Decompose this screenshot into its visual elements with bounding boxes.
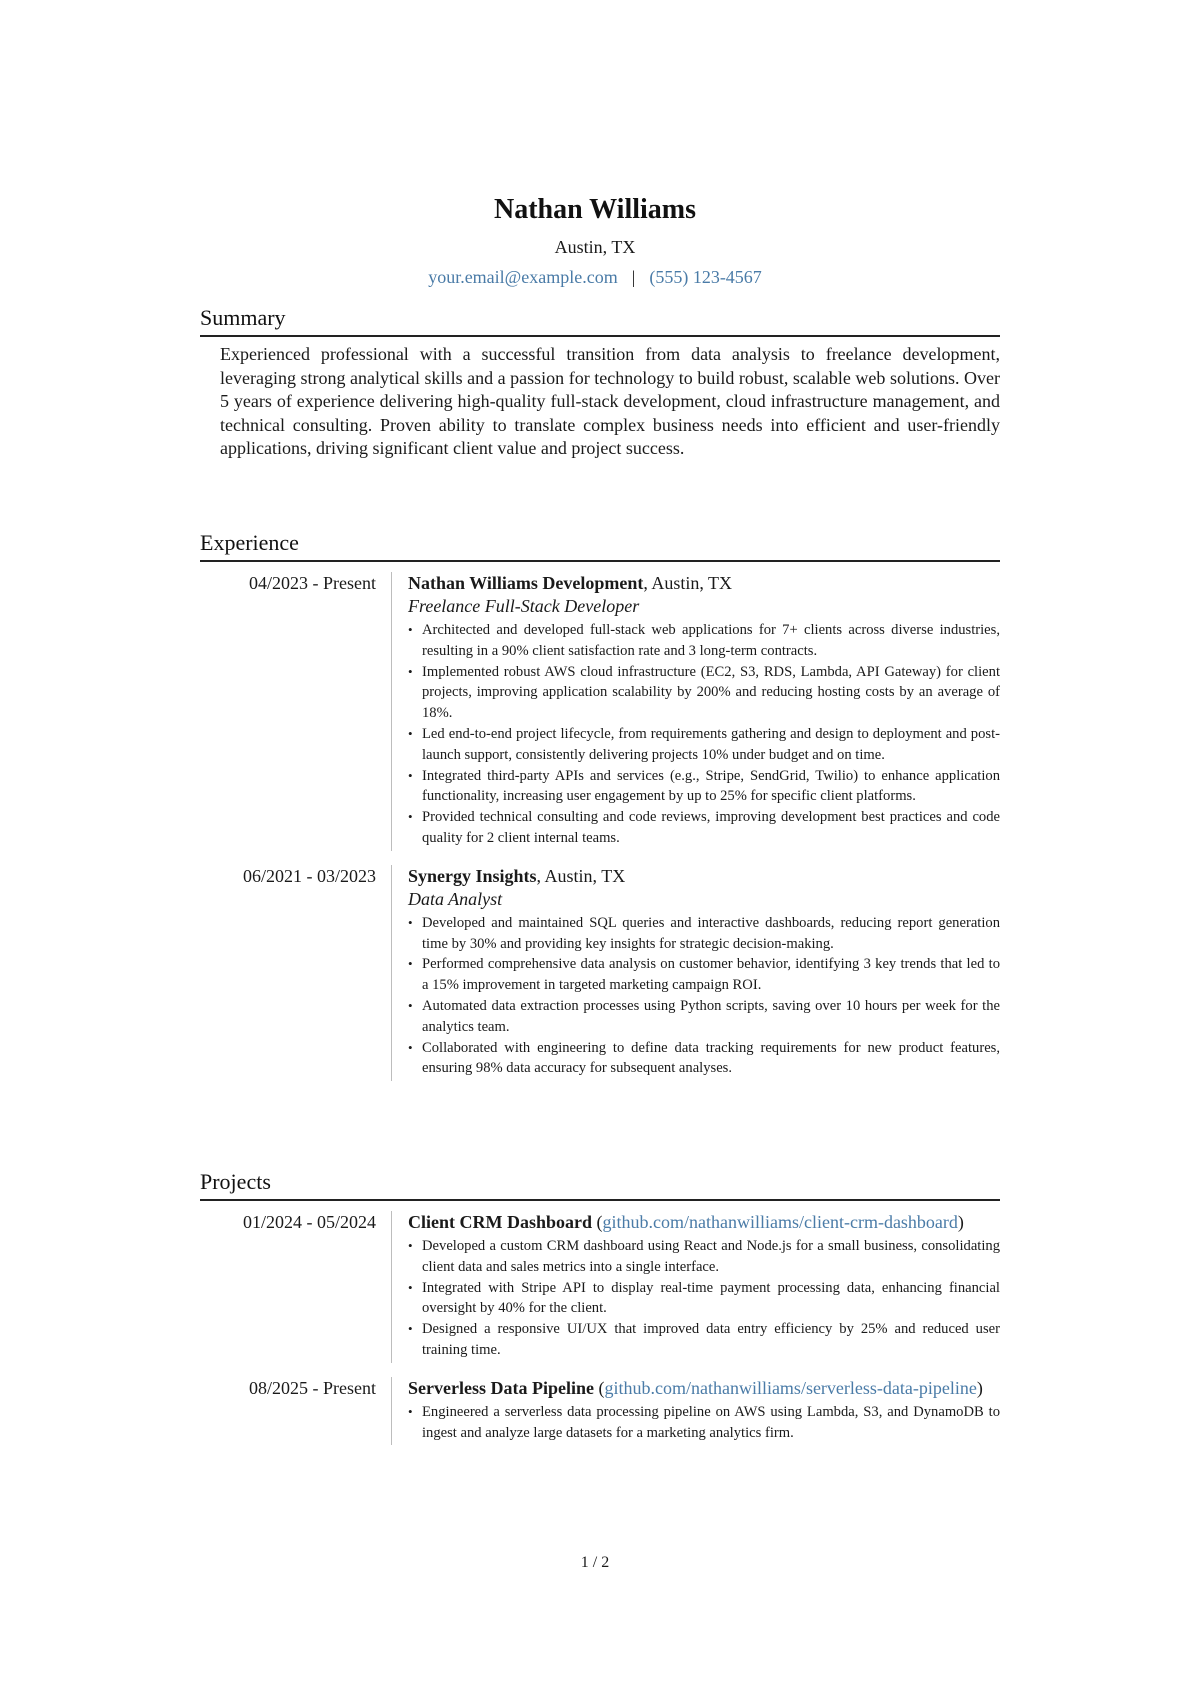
entry-body (391, 1211, 1000, 1363)
project-link[interactable]: github.com/nathanwilliams/serverless-data-pipeline (604, 1377, 977, 1398)
entry-body (391, 572, 1000, 851)
summary-section (200, 303, 1000, 461)
job-title: Freelance Full-Stack Developer (408, 596, 640, 616)
bullet-list (408, 1402, 1000, 1444)
contact-line (0, 263, 1190, 291)
bullet-list (408, 913, 1000, 1079)
experience-entry (200, 572, 1000, 851)
bullet-item: • Implemented robust AWS cloud infrastructure (EC2, S3, RDS, Lambda, API Gateway) for client projects, improving application scalability by 200% and reducing hosting costs by an average of 18%. (408, 662, 1000, 724)
phone-link[interactable]: (555) 123-4567 (649, 267, 762, 287)
entry-heading (408, 865, 1000, 888)
page-number: 1 / 2 (580, 1554, 610, 1571)
bullet-list (408, 1236, 1000, 1361)
project-heading: Serverless Data Pipeline (github.com/nathanwilliams/serverless-data-pipeline) (408, 1377, 983, 1398)
experience-entry (200, 865, 1000, 1081)
entry-heading (408, 572, 1000, 595)
bullet-item: • Performed comprehensive data analysis on customer behavior, identifying 3 key trends that led to a 15% improvement in targeted marketing campaign ROI. (408, 954, 1000, 996)
bullet-item: • Automated data extraction processes using Python scripts, saving over 10 hours per week for the analytics team. (408, 996, 1000, 1038)
bullet-item: • Engineered a serverless data processing pipeline on AWS using Lambda, S3, and DynamoDB to ingest and analyze large datasets for a marketing analytics firm. (408, 1402, 1000, 1444)
bullet-item: • Provided technical consulting and code reviews, improving development best practices and code quality for 2 client internal teams. (408, 807, 1000, 849)
bullet-list (408, 620, 1000, 849)
section-title-summary: Summary (200, 303, 1000, 337)
entry-body (391, 1377, 1000, 1446)
bullet-item: • Designed a responsive UI/UX that improved data entry efficiency by 25% and reduced user training time. (408, 1319, 1000, 1361)
project-entry (200, 1211, 1000, 1363)
email-link[interactable]: your.email@example.com (428, 267, 618, 287)
entry-body (391, 865, 1000, 1081)
company-location: , Austin, TX (536, 865, 626, 886)
project-heading: Client CRM Dashboard (github.com/nathanwilliams/client-crm-dashboard) (408, 1212, 964, 1232)
bullet-item: • Integrated with Stripe API to display real-time payment processing data, enhancing financial oversight by 40% for the client. (408, 1278, 1000, 1320)
bullet-item: • Developed and maintained SQL queries and interactive dashboards, reducing report generation time by 30% and providing key insights for strategic decision-making. (408, 913, 1000, 955)
company-name: Nathan Williams Development (408, 573, 644, 593)
entry-date: 06/2021 - 03/2023 (243, 865, 376, 886)
projects-section (200, 1167, 1000, 1445)
entry-date: 01/2024 - 05/2024 (243, 1212, 376, 1232)
resume-header (0, 190, 1190, 291)
bullet-item: • Developed a custom CRM dashboard using React and Node.js for a small business, consolidating client data and sales metrics into a single interface. (408, 1236, 1000, 1278)
project-name: Serverless Data Pipeline (408, 1377, 594, 1398)
project-name: Client CRM Dashboard (408, 1212, 593, 1232)
summary-text: Experienced professional with a successful transition from data analysis to freelance development, leveraging strong analytical skills and a passion for technology to build robust, scalable web solutions. Over 5 years of experience delivering high-quality full-stack development, cloud infrastructure management, and technical consulting. Proven ability to translate complex business needs into efficient and user-friendly applications, driving significant client value and project success. (220, 344, 1000, 458)
experience-section (200, 528, 1000, 1081)
company-location: , Austin, TX (643, 573, 733, 593)
entry-date: 08/2025 - Present (249, 1377, 376, 1398)
bullet-item: • Integrated third-party APIs and services (e.g., Stripe, SendGrid, Twilio) to enhance application functionality, increasing user engagement by up to 25% for specific client platforms. (408, 766, 1000, 808)
job-title: Data Analyst (408, 888, 503, 909)
bullet-item: • Led end-to-end project lifecycle, from requirements gathering and design to deployment and post-launch support, consistently delivering projects 10% under budget and on time. (408, 724, 1000, 766)
candidate-name: Nathan Williams (493, 194, 696, 225)
entry-date: 04/2023 - Present (249, 573, 376, 593)
bullet-item: • Collaborated with engineering to define data tracking requirements for new product features, ensuring 98% data accuracy for subsequent analyses. (408, 1038, 1000, 1080)
bullet-item: • Architected and developed full-stack web applications for 7+ clients across diverse industries, resulting in a 90% client satisfaction rate and 3 long-term contracts. (408, 620, 1000, 662)
candidate-location: Austin, TX (554, 237, 636, 257)
company-name: Synergy Insights (408, 865, 537, 886)
contact-separator: | (631, 267, 636, 287)
section-title-projects: Projects (200, 1167, 1000, 1201)
project-link[interactable]: github.com/nathanwilliams/client-crm-dashboard (602, 1212, 958, 1232)
section-title-experience: Experience (200, 528, 1000, 562)
project-entry (200, 1377, 1000, 1446)
